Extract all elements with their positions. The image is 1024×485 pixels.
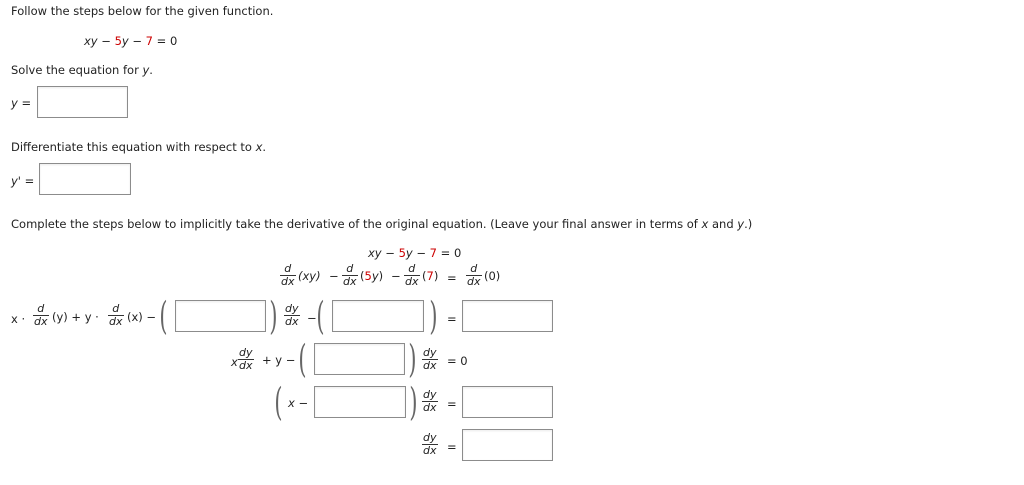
y-equals-label: y =: [11, 96, 32, 110]
step4-x-minus: x −: [288, 396, 309, 410]
step1-term-5y: (5y): [360, 269, 384, 283]
y-prime-label: y' =: [11, 174, 35, 188]
step4-equals: =: [447, 397, 457, 411]
d-dx-fraction: d dx: [343, 262, 357, 288]
step2-x-term: (x) −: [127, 310, 157, 324]
dy-dx-fraction: dy dx: [423, 388, 437, 414]
d-dx-fraction: d dx: [467, 262, 481, 288]
intro-text: Follow the steps below for the given function.: [11, 4, 274, 18]
right-paren: ): [269, 294, 278, 338]
step1-minus: −: [329, 269, 339, 283]
step1-term-0: (0): [484, 269, 501, 283]
step5-input[interactable]: [462, 429, 553, 461]
step3-input[interactable]: [314, 343, 405, 375]
dy-dx-fraction: dy dx: [423, 431, 437, 457]
given-equation: xy − 5y − 7 = 0: [84, 34, 178, 48]
step2-input-1[interactable]: [175, 300, 266, 332]
step3-plus-y-minus: + y −: [262, 353, 296, 367]
d-dx-fraction: d dx: [34, 302, 48, 328]
left-paren: (: [274, 380, 283, 424]
step5-equals: =: [447, 440, 457, 454]
left-paren: (: [316, 294, 325, 338]
step1-equals: =: [447, 271, 457, 285]
step2-input-2[interactable]: [332, 300, 424, 332]
d-dx-fraction: d dx: [109, 302, 123, 328]
dy-dx-fraction: dy dx: [285, 302, 299, 328]
right-paren: ): [408, 337, 417, 381]
step2-x-dot: x ·: [11, 312, 26, 326]
y-solution-input[interactable]: [37, 86, 128, 118]
solve-prompt: Solve the equation for y.: [11, 63, 153, 77]
step2-minus: −: [307, 311, 317, 325]
step2-equals: =: [447, 312, 457, 326]
left-paren: (: [159, 294, 168, 338]
step1-term-xy: (xy): [298, 269, 321, 283]
left-paren: (: [298, 337, 307, 381]
d-dx-fraction: d dx: [281, 262, 295, 288]
step3-x: x: [231, 355, 238, 369]
implicit-prompt: Complete the steps below to implicitly take the derivative of the original equation. (Leave your final answer in terms of x and y.): [11, 217, 753, 231]
dy-dx-fraction: dy dx: [423, 346, 437, 372]
differentiate-prompt: Differentiate this equation with respect to x.: [11, 140, 267, 154]
step1-term-7: (7): [422, 269, 439, 283]
y-prime-input[interactable]: [39, 163, 131, 195]
step2-input-3[interactable]: [462, 300, 553, 332]
step1-minus: −: [391, 269, 401, 283]
step2-y-term: (y) + y ·: [52, 310, 99, 324]
step3-equals-zero: = 0: [447, 354, 468, 368]
right-paren: ): [409, 380, 418, 424]
step-row-original: xy − 5y − 7 = 0: [368, 246, 462, 260]
right-paren: ): [429, 294, 438, 338]
d-dx-fraction: d dx: [405, 262, 419, 288]
step4-input-2[interactable]: [462, 386, 553, 418]
step4-input-1[interactable]: [314, 386, 406, 418]
dy-dx-fraction: dy dx: [239, 346, 253, 372]
